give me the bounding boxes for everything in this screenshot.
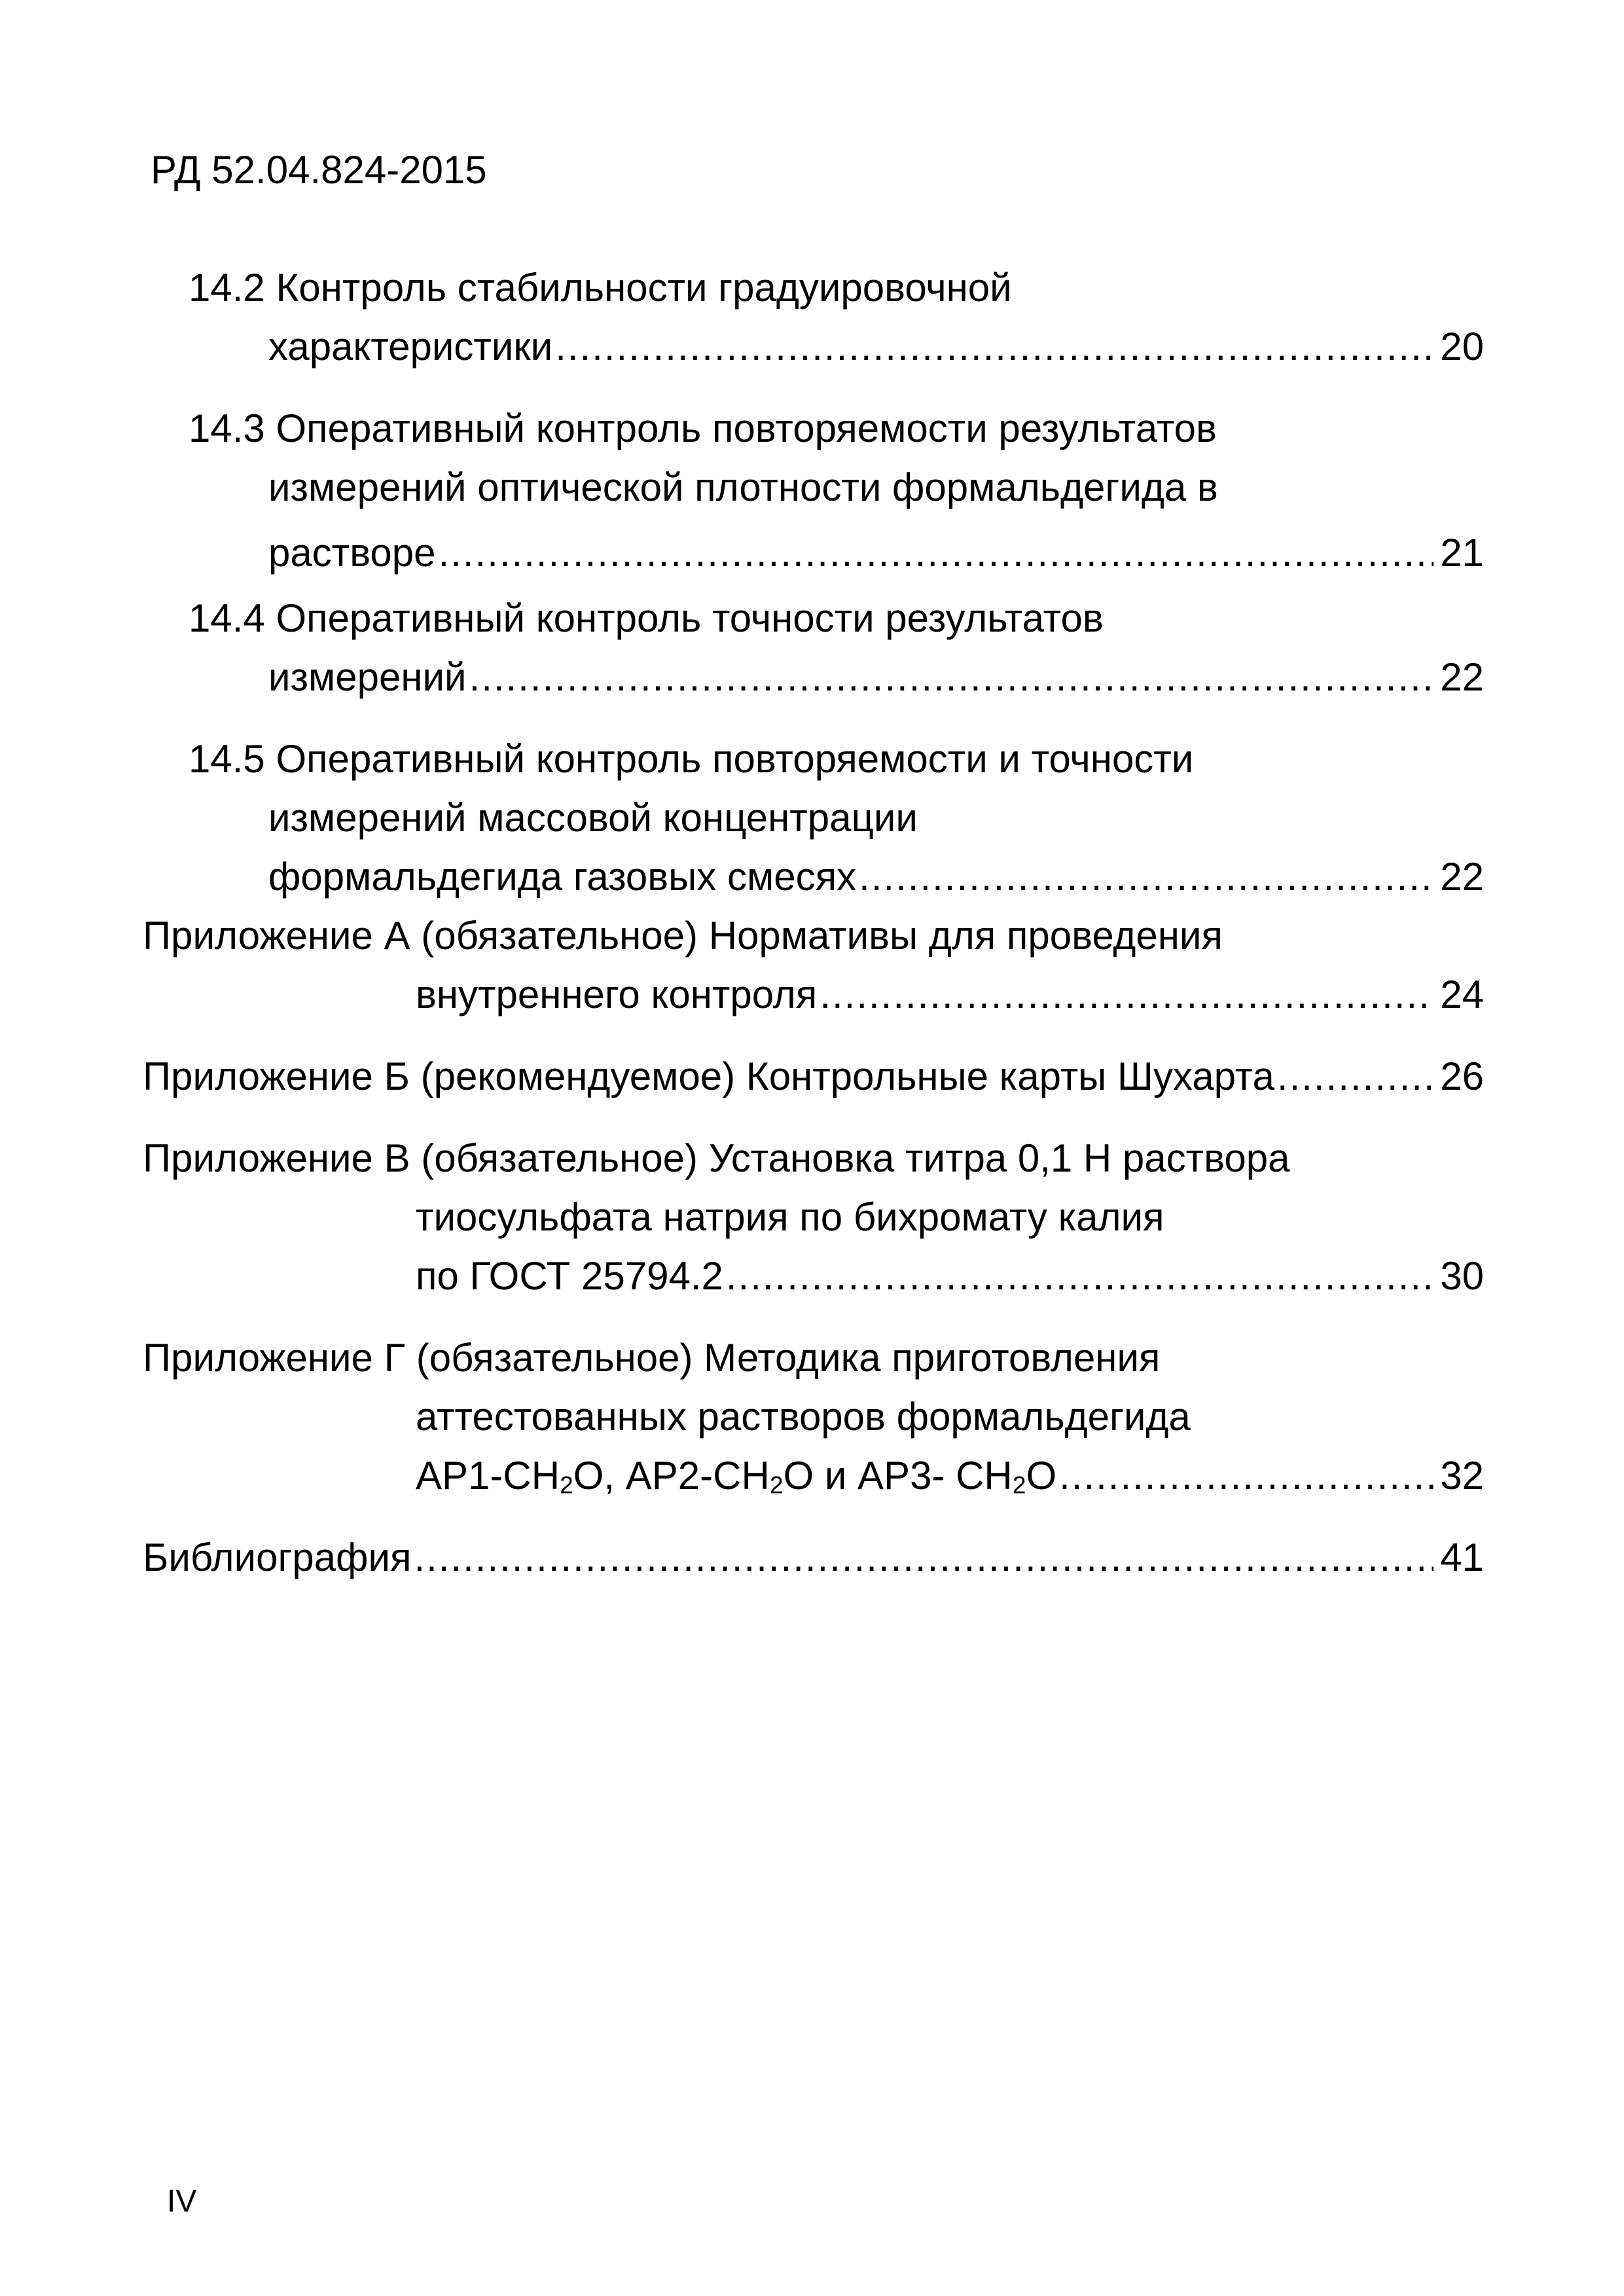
toc-entry-appendix-v-page: 30 (1440, 1254, 1484, 1298)
toc-entry-14-4-text: измерений (268, 655, 467, 699)
formula-part: O, АР2-CH (573, 1454, 770, 1498)
toc-entry-14-4-title: 14.4 Оперативный контроль точности результатов (189, 596, 1104, 640)
formula-part: O (1026, 1454, 1057, 1498)
toc-entry-14-2-text: характеристики (268, 325, 553, 368)
dot-leader (439, 527, 1434, 579)
document-code: РД 52.04.824-2015 (151, 148, 487, 192)
toc-entry-14-4-page: 22 (1440, 655, 1484, 699)
toc-entry-appendix-b[interactable] (143, 1050, 1484, 1103)
subscript-2: 2 (1012, 1471, 1026, 1499)
toc-entry-14-5-page: 22 (1440, 855, 1484, 899)
subscript-2: 2 (769, 1471, 784, 1499)
dot-leader (414, 1532, 1434, 1584)
toc-entry-14-3-page: 21 (1440, 531, 1484, 575)
toc-entry-14-4-last-line[interactable] (268, 651, 1484, 704)
toc-entry-appendix-g-title: Приложение Г (обязательное) Методика приготовления (143, 1336, 1161, 1380)
toc-entry-appendix-v-text: по ГОСТ 25794.2 (416, 1254, 723, 1298)
toc-entry-14-2-page: 20 (1440, 325, 1484, 368)
toc-entry-14-5-text: формальдегида газовых смесях (268, 855, 857, 899)
dot-leader (859, 851, 1434, 903)
toc-entry-14-3-line2: измерений оптической плотности формальдегида в (268, 465, 1218, 509)
dot-leader (469, 651, 1434, 704)
toc-entry-14-3-text: растворе (268, 531, 436, 575)
toc-entry-appendix-a-page: 24 (1440, 973, 1484, 1016)
dot-leader (726, 1250, 1434, 1302)
toc-entry-appendix-b-text: Приложение Б (рекомендуемое) Контрольные карты Шухарта (143, 1054, 1274, 1098)
toc-entry-appendix-g-line2: аттестованных растворов формальдегида (416, 1395, 1191, 1439)
formula-part: O и АР3- CH (783, 1454, 1013, 1498)
toc-entry-14-3-last-line[interactable] (268, 527, 1484, 579)
toc-entry-14-3-title: 14.3 Оперативный контроль повторяемости результатов (189, 406, 1217, 450)
dot-leader (1059, 1450, 1434, 1502)
toc-entry-bibliography-page: 41 (1440, 1535, 1484, 1579)
toc-entry-14-5-line2: измерений массовой концентрации (268, 796, 918, 840)
toc-entry-14-2-title: 14.2 Контроль стабильности градуировочной (189, 266, 1012, 310)
dot-leader (820, 969, 1434, 1021)
toc-entry-appendix-a-last-line[interactable] (416, 969, 1484, 1021)
toc-entry-appendix-v-title: Приложение В (обязательное) Установка титра 0,1 Н раствора (143, 1136, 1290, 1180)
toc-entry-appendix-a-title: Приложение А (обязательное) Нормативы для проведения (143, 914, 1223, 958)
dot-leader (1277, 1050, 1434, 1103)
toc-entry-14-5-last-line[interactable] (268, 851, 1484, 903)
page-number: IV (167, 2184, 197, 2219)
toc-entry-appendix-g-text (416, 1450, 1056, 1502)
toc-entry-appendix-g-last-line[interactable] (416, 1450, 1484, 1502)
toc-entry-appendix-v-last-line[interactable] (416, 1250, 1484, 1302)
formula-part: АР1-CH (416, 1454, 560, 1498)
toc-entry-bibliography[interactable] (143, 1532, 1484, 1584)
dot-leader (555, 321, 1434, 373)
toc-entry-appendix-a-text: внутреннего контроля (416, 973, 818, 1016)
toc-entry-appendix-b-page: 26 (1440, 1054, 1484, 1098)
toc-entry-bibliography-text: Библиография (143, 1535, 412, 1579)
toc-entry-14-5-title: 14.5 Оперативный контроль повторяемости и точности (189, 737, 1194, 781)
toc-entry-appendix-g-page: 32 (1440, 1454, 1484, 1498)
subscript-2: 2 (560, 1471, 573, 1499)
toc-entry-appendix-v-line2: тиосульфата натрия по бихромату калия (416, 1195, 1164, 1239)
toc-entry-14-2-last-line[interactable] (268, 321, 1484, 373)
